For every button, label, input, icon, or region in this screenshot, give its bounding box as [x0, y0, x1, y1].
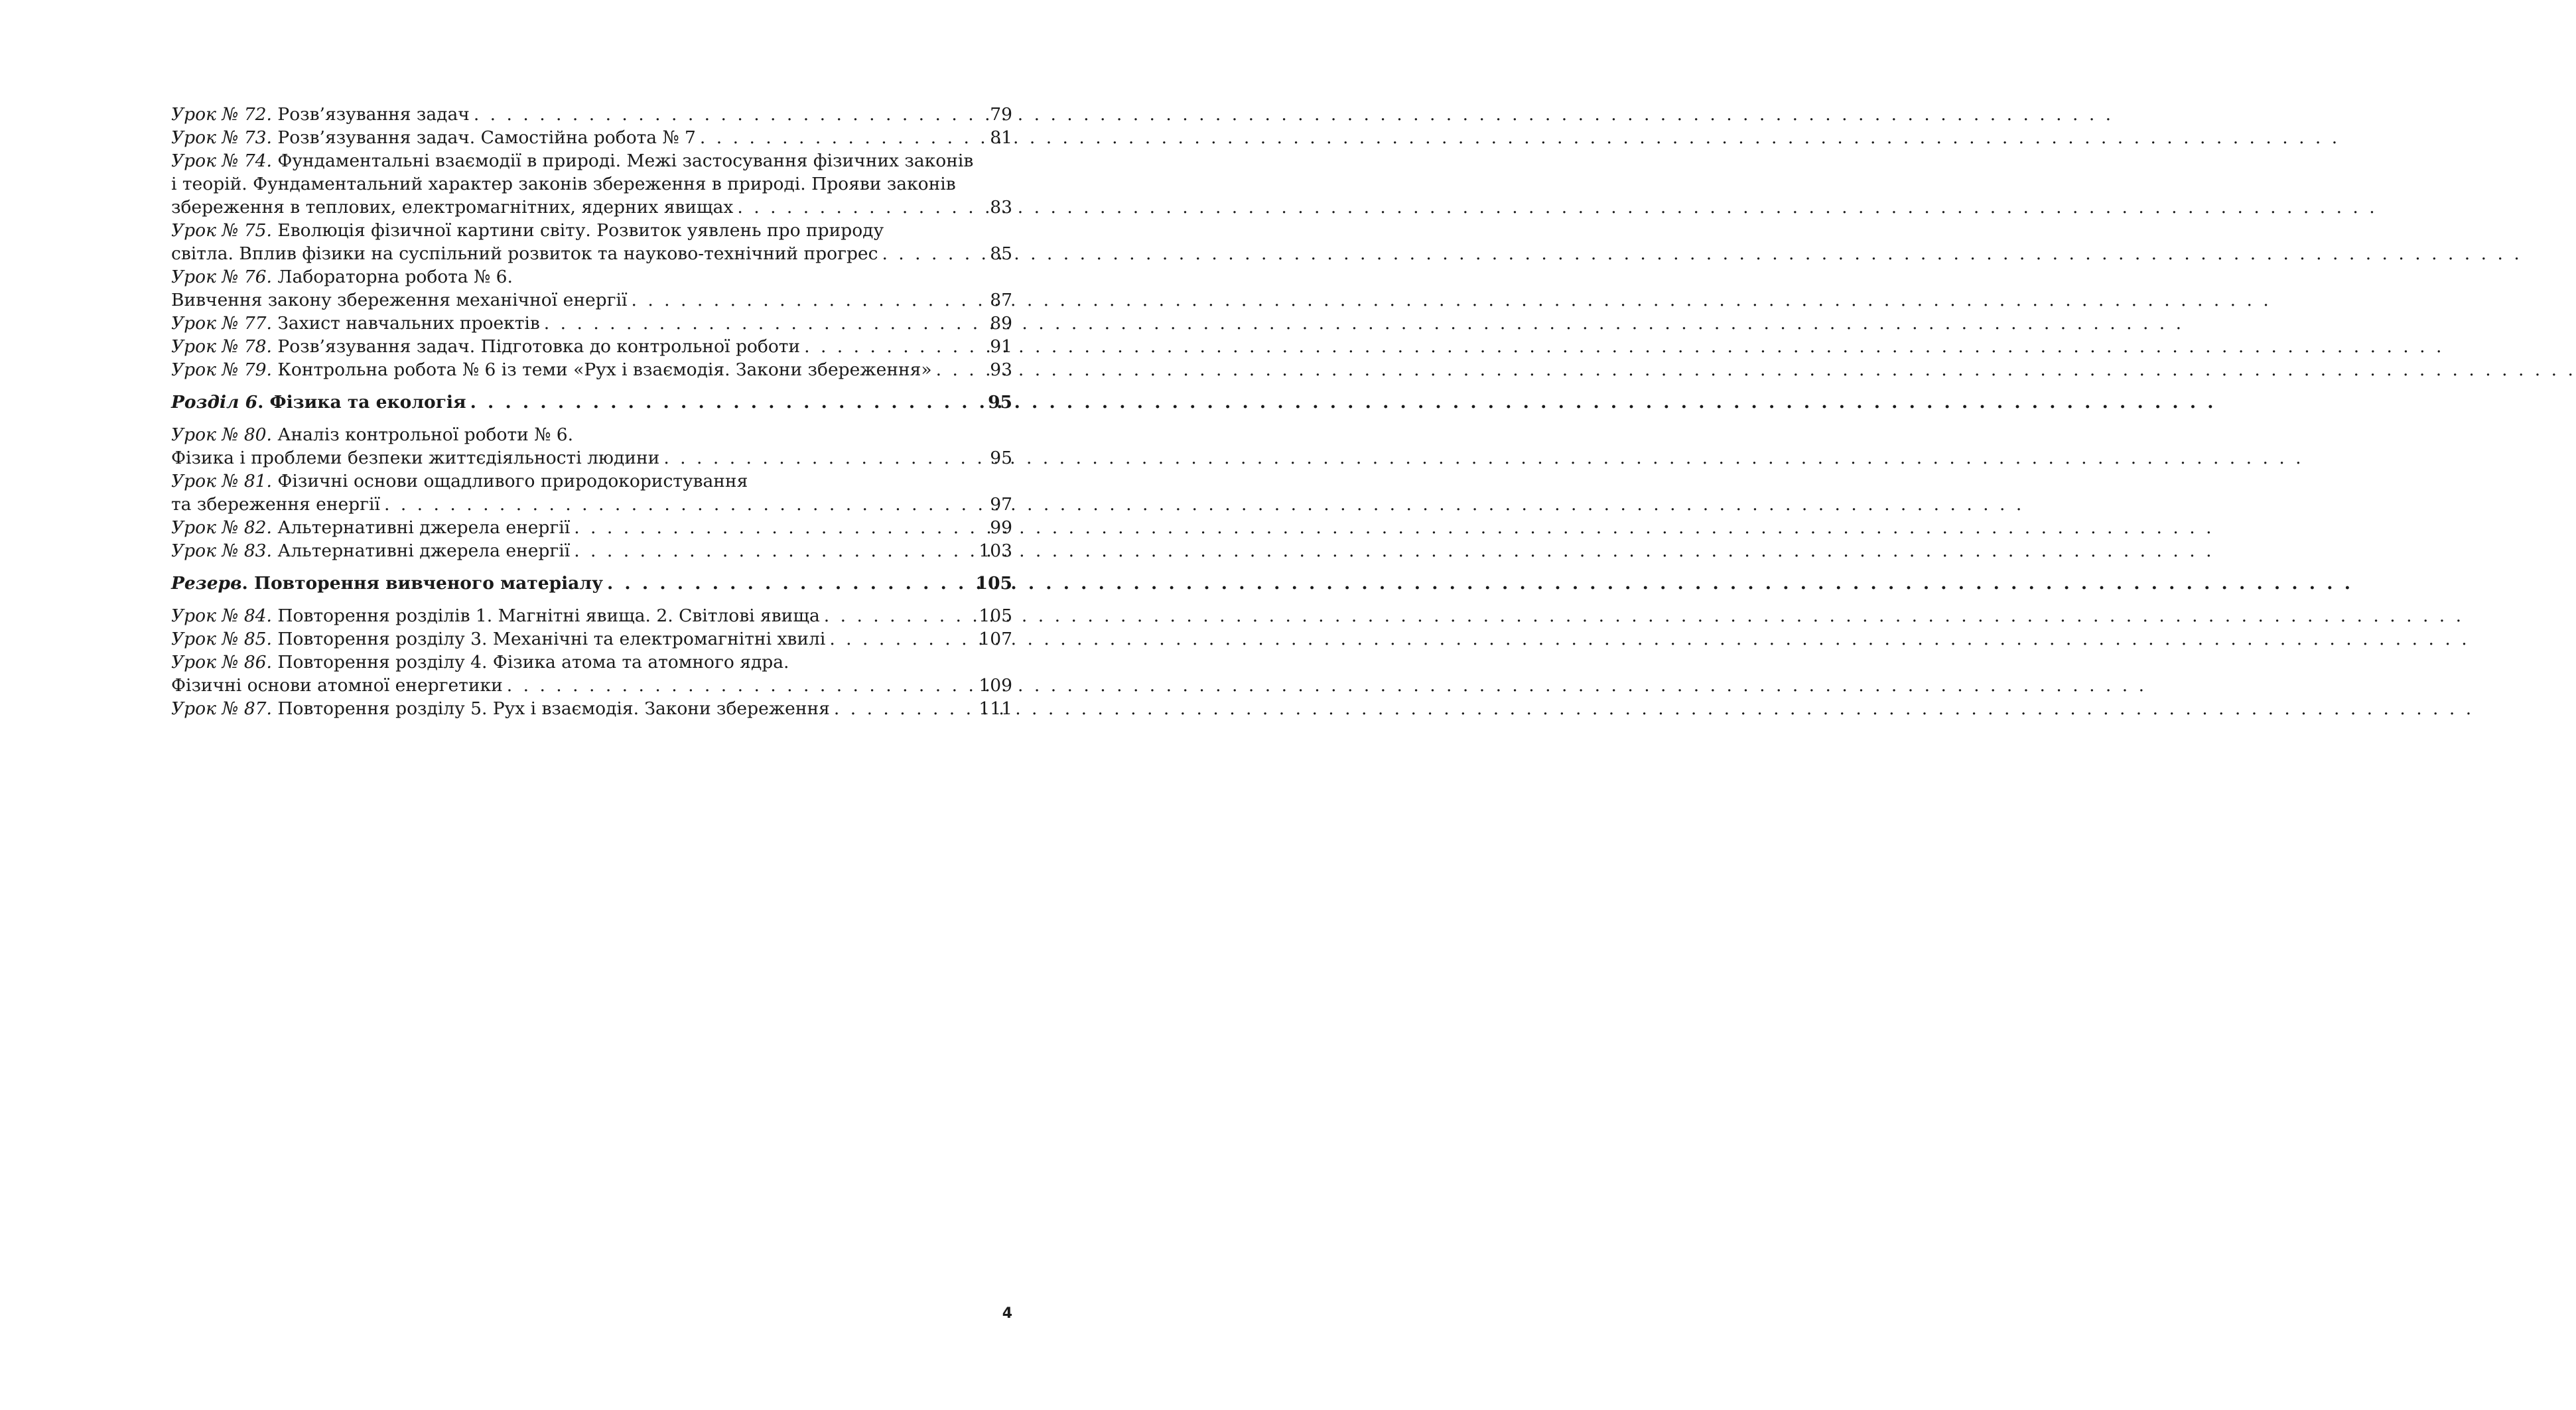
dot-leader — [570, 539, 979, 562]
lesson-title-line-1: Фундаментальні взаємодії в природі. Межі застосування фізичних законів — [271, 151, 974, 171]
lesson-title: Контрольна робота № 6 із теми «Рух і взаємодія. Закони збереження» — [271, 359, 932, 380]
lesson-label: Урок № 74. — [171, 151, 272, 171]
lesson-label: Урок № 80. — [171, 424, 272, 445]
toc-entry-76 — [171, 265, 1012, 312]
page-ref: 105 — [975, 573, 1012, 594]
toc-entry-85 — [171, 627, 1012, 651]
page-ref: 97 — [990, 494, 1012, 515]
section-label: Розділ 6 — [171, 392, 258, 413]
dot-leader — [503, 674, 979, 697]
dot-leader — [380, 493, 987, 516]
lesson-label: Урок № 79. — [171, 359, 272, 380]
toc-entry-81 — [171, 470, 1012, 516]
page-ref: 107 — [979, 629, 1012, 649]
page-ref: 93 — [990, 359, 1012, 380]
spacer — [171, 414, 1012, 423]
lesson-title-line-2: світла. Вплив фізики на суспільний розвиток та науково-технічний прогрес — [171, 243, 878, 264]
page-number: 4 — [1002, 1305, 1012, 1322]
dot-leader — [603, 572, 976, 595]
lesson-label: Урок № 75. — [171, 220, 272, 241]
dot-leader — [540, 312, 987, 335]
page-ref: 87 — [990, 290, 1012, 310]
lesson-title: Захист навчальних проектів — [271, 313, 540, 334]
toc-entry-83 — [171, 539, 1012, 562]
dot-leader — [932, 358, 987, 381]
lesson-title: Розв’язування задач. Самостійна робота № 7 — [271, 127, 696, 148]
toc-entry-72 — [171, 103, 1012, 126]
lesson-label: Урок № 87. — [171, 698, 272, 719]
dot-leader — [466, 391, 987, 414]
lesson-title-line-2: і теорій. Фундаментальний характер законів збереження в природі. Прояви законів — [171, 174, 956, 194]
dot-leader — [733, 196, 987, 219]
toc-entry-80 — [171, 423, 1012, 470]
lesson-title-line-1: Еволюція фізичної картини світу. Розвиток уявлень про природу — [271, 220, 884, 241]
lesson-title-line-3: збереження в теплових, електромагнітних, ядерних явищах — [171, 197, 734, 218]
spacer — [171, 595, 1012, 604]
dot-leader — [627, 288, 987, 312]
toc-entry-77 — [171, 312, 1012, 335]
lesson-title-line-1: Фізичні основи ощадливого природокористування — [271, 471, 748, 491]
page-ref: 83 — [990, 197, 1012, 218]
dot-leader — [800, 335, 987, 358]
page-ref: 91 — [990, 336, 1012, 357]
lesson-title: Повторення розділу 5. Рух і взаємодія. Закони збереження — [271, 698, 830, 719]
spacer — [171, 562, 1012, 572]
table-of-contents — [171, 103, 1012, 720]
toc-entry-79 — [171, 358, 1012, 381]
lesson-label: Урок № 77. — [171, 313, 272, 334]
lesson-title-line-1: Лабораторна робота № 6. — [271, 267, 513, 287]
page-ref: 111 — [979, 698, 1012, 719]
toc-section-6 — [171, 391, 1012, 414]
page-ref: 95 — [988, 392, 1012, 413]
lesson-title-line-2: Фізичні основи атомної енергетики — [171, 675, 503, 696]
toc-entry-74 — [171, 149, 1012, 219]
lesson-title: Повторення розділів 1. Магнітні явища. 2. Світлові явища — [271, 606, 820, 626]
toc-entry-82 — [171, 516, 1012, 539]
lesson-title-line-2: та збереження енергії — [171, 494, 380, 515]
lesson-label: Урок № 76. — [171, 267, 272, 287]
lesson-label: Урок № 84. — [171, 606, 272, 626]
dot-leader — [570, 516, 987, 539]
lesson-label: Урок № 72. — [171, 104, 272, 125]
page-ref: 89 — [990, 313, 1012, 334]
dot-leader — [820, 604, 979, 627]
page-ref: 81 — [990, 127, 1012, 148]
dot-leader — [825, 627, 979, 651]
section-title: . Фізика та екологія — [257, 392, 466, 413]
page-ref: 85 — [990, 243, 1012, 264]
spacer — [171, 381, 1012, 391]
page-ref: 99 — [990, 517, 1012, 538]
lesson-title-line-2: Вивчення закону збереження механічної енергії — [171, 290, 628, 310]
section-title: . Повторення вивченого матеріалу — [241, 573, 603, 594]
lesson-label: Урок № 73. — [171, 127, 272, 148]
page-ref: 109 — [979, 675, 1012, 696]
toc-entry-84 — [171, 604, 1012, 627]
toc-entry-73 — [171, 126, 1012, 149]
page-ref: 79 — [990, 104, 1012, 125]
toc-entry-86 — [171, 651, 1012, 697]
toc-entry-75 — [171, 219, 1012, 265]
lesson-title-line-1: Аналіз контрольної роботи № 6. — [271, 424, 574, 445]
lesson-title: Розв’язування задач. Підготовка до контрольної роботи — [271, 336, 801, 357]
page-ref: 95 — [990, 448, 1012, 468]
lesson-label: Урок № 82. — [171, 517, 272, 538]
lesson-label: Урок № 81. — [171, 471, 272, 491]
lesson-title-line-1: Повторення розділу 4. Фізика атома та атомного ядра. — [271, 652, 789, 673]
lesson-label: Урок № 83. — [171, 541, 272, 561]
dot-leader — [696, 126, 987, 149]
lesson-label: Урок № 86. — [171, 652, 272, 673]
toc-entry-87 — [171, 697, 1012, 720]
lesson-title-line-2: Фізика і проблеми безпеки життєдіяльності людини — [171, 448, 660, 468]
dot-leader — [878, 242, 987, 265]
lesson-title: Розв’язування задач — [271, 104, 470, 125]
toc-section-reserve — [171, 572, 1012, 595]
dot-leader — [830, 697, 979, 720]
page-ref: 105 — [979, 606, 1012, 626]
toc-entry-78 — [171, 335, 1012, 358]
lesson-label: Урок № 78. — [171, 336, 272, 357]
section-label: Резерв — [171, 573, 242, 594]
dot-leader — [470, 103, 987, 126]
lesson-title: Альтернативні джерела енергії — [271, 517, 571, 538]
lesson-title: Альтернативні джерела енергії — [271, 541, 571, 561]
lesson-title: Повторення розділу 3. Механічні та електромагнітні хвилі — [271, 629, 826, 649]
lesson-label: Урок № 85. — [171, 629, 272, 649]
page-ref: 103 — [979, 541, 1012, 561]
dot-leader — [659, 446, 987, 470]
